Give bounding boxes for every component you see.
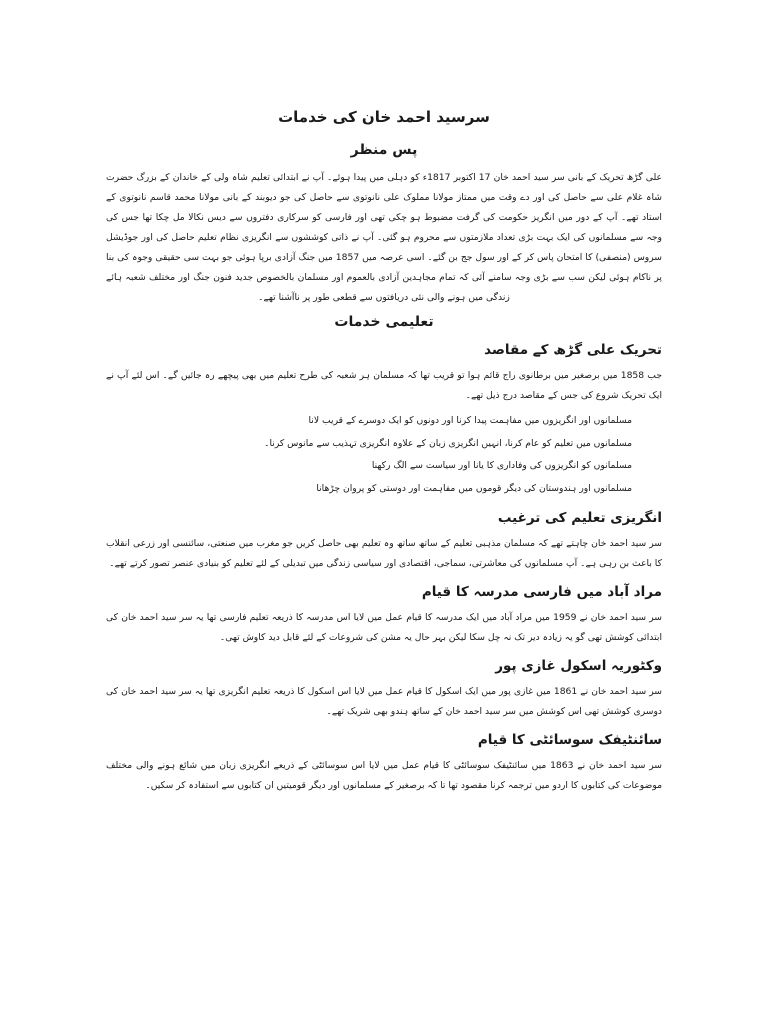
scientific-society-heading: سائنٹیفک سوسائٹی کا قیام [477, 732, 662, 748]
education-heading: تعلیمی خدمات [334, 314, 434, 330]
moradabad-heading: مراد آباد میں فارسی مدرسہ کا قیام [421, 584, 662, 600]
english-education-heading: انگریزی تعلیم کی ترغیب [497, 510, 662, 526]
moradabad-paragraph: سر سید احمد خان نے 1959 میں مراد آباد میں ایک مدرسہ کا قیام عمل میں لایا اس مدرسہ کا ذریعہ تعلیم فارسی تھا یہ سر سید احمد خان کی ابتدائی کوشش تھی گو یہ زیادہ دیر تک نہ چل سکا لیکن بہر حال یہ مشن کی شروعات کے لئے قابل دید کاوش تھی۔ [106, 612, 662, 643]
aligarh-paragraph: جب 1858 میں برصغیر میں برطانوی راج قائم ہوا تو قریب تھا کہ مسلمان ہر شعبہ کی طرح تعلیم میں بھی پیچھے رہ جائیں گے۔ اس لئے آپ نے ایک تحریک شروع کی جس کے مقاصد درج ذیل تھے۔ [106, 370, 662, 401]
aligarh-points-list [106, 410, 662, 500]
list-item: مسلمانوں اور ہندوستان کی دیگر قوموں میں مفاہمت اور دوستی کو پروان چڑھانا [316, 482, 632, 494]
scientific-society-paragraph: سر سید احمد خان نے 1863 میں سائنٹیفک سوسائٹی کا قیام عمل میں لایا اس سوسائٹی کے ذریعے انگریزی زبان میں شائع ہونے والی مختلف موضوعات کی کتابوں کا اردو میں ترجمہ کرنا مقصود تھا تا کہ برصغیر کے مسلمانوں اور دیگر قومیتیں ان کتابوں سے استفادہ کر سکیں۔ [106, 760, 663, 791]
ghazipur-paragraph: سر سید احمد خان نے 1861 میں غازی پور میں ایک اسکول کا قیام عمل میں لایا اس اسکول کا ذریعہ تعلیم انگریزی تھا یہ سر سید احمد خان کی دوسری کوشش تھی اس کوشش میں سر سید احمد خان کے ساتھ ہندو بھی شریک تھے۔ [106, 686, 663, 717]
english-education-paragraph: سر سید احمد خان چاہتے تھے کہ مسلمان مذہبی تعلیم کے ساتھ ساتھ وہ تعلیم بھی حاصل کریں جو مغرب میں صنعتی، سائنسی اور زرعی انقلاب کا باعث بن رہی ہے۔ آپ مسلمانوں کی معاشرتی، سماجی، اقتصادی اور سیاسی زندگی میں تبدیلی کے لئے تعلیم کو بنیادی عنصر تصور کرتے تھے۔ [106, 538, 662, 569]
background-paragraph: علی گڑھ تحریک کے بانی سر سید احمد خان 17 اکتوبر 1817ء کو دہلی میں پیدا ہوئے۔ آپ نے ابتدائی تعلیم شاہ ولی کے خاندان کے بزرگ حضرت شاہ غلام علی سے حاصل کی اور دے وقت میں ممتاز مولانا مملوک علی نانوتوی سے حاصل کی جو دیوبند کے بانی مولانا محمد قاسم نانوتوی کے استاد تھے۔ آپ کے دور میں انگریز حکومت کی گرفت مضبوط ہو چکی تھی اور فارسی کو سرکاری دفتروں سے دیس نکالا مل چکا تھا جس کی وجہ سے مسلمانوں کی ایک بہت بڑی تعداد ملازمتوں سے محروم ہو گئی۔ آپ نے ذاتی کوششوں سے انگریزی نظام تعلیم حاصل کی اور جوڈیشل سروس (منصفی) کا امتحان پاس کر کے اور سول جج بن گئے۔ اسی عرصہ میں 1857 میں جنگ آزادی برپا ہوئی جو بہت سی حقیقی وجوہ کی بنا پر ناکام ہوئی لیکن سب سے بڑی وجہ سامنے آئی کہ تمام مجاہدین آزادی بالعموم اور مسلمان بالخصوص جدید فنون جنگ اور مختلف شعبہ ہائے زندگی میں ہونے والی نئی دریافتوں سے قطعی طور پر ناآشنا تھے۔ [106, 172, 662, 303]
ghazipur-heading: وکٹوریہ اسکول غازی پور [495, 658, 662, 674]
list-item: مسلمانوں اور انگریزوں میں مفاہمت پیدا کرنا اور دونوں کو ایک دوسرے کے قریب لانا [308, 415, 632, 426]
list-item: مسلمانوں میں تعلیم کو عام کرنا، انہیں انگریزی زبان کے علاوہ انگریزی تہذیب سے مانوس کرنا۔ [264, 437, 632, 449]
background-heading: پس منظر [350, 142, 418, 158]
aligarh-heading: تحریک علی گڑھ کے مقاصد [484, 342, 662, 358]
document-title: سرسید احمد خان کی خدمات [278, 108, 490, 126]
list-item: مسلمانوں کو انگریزوں کی وفاداری کا یانا اور سیاست سے الگ رکھنا [371, 460, 632, 471]
